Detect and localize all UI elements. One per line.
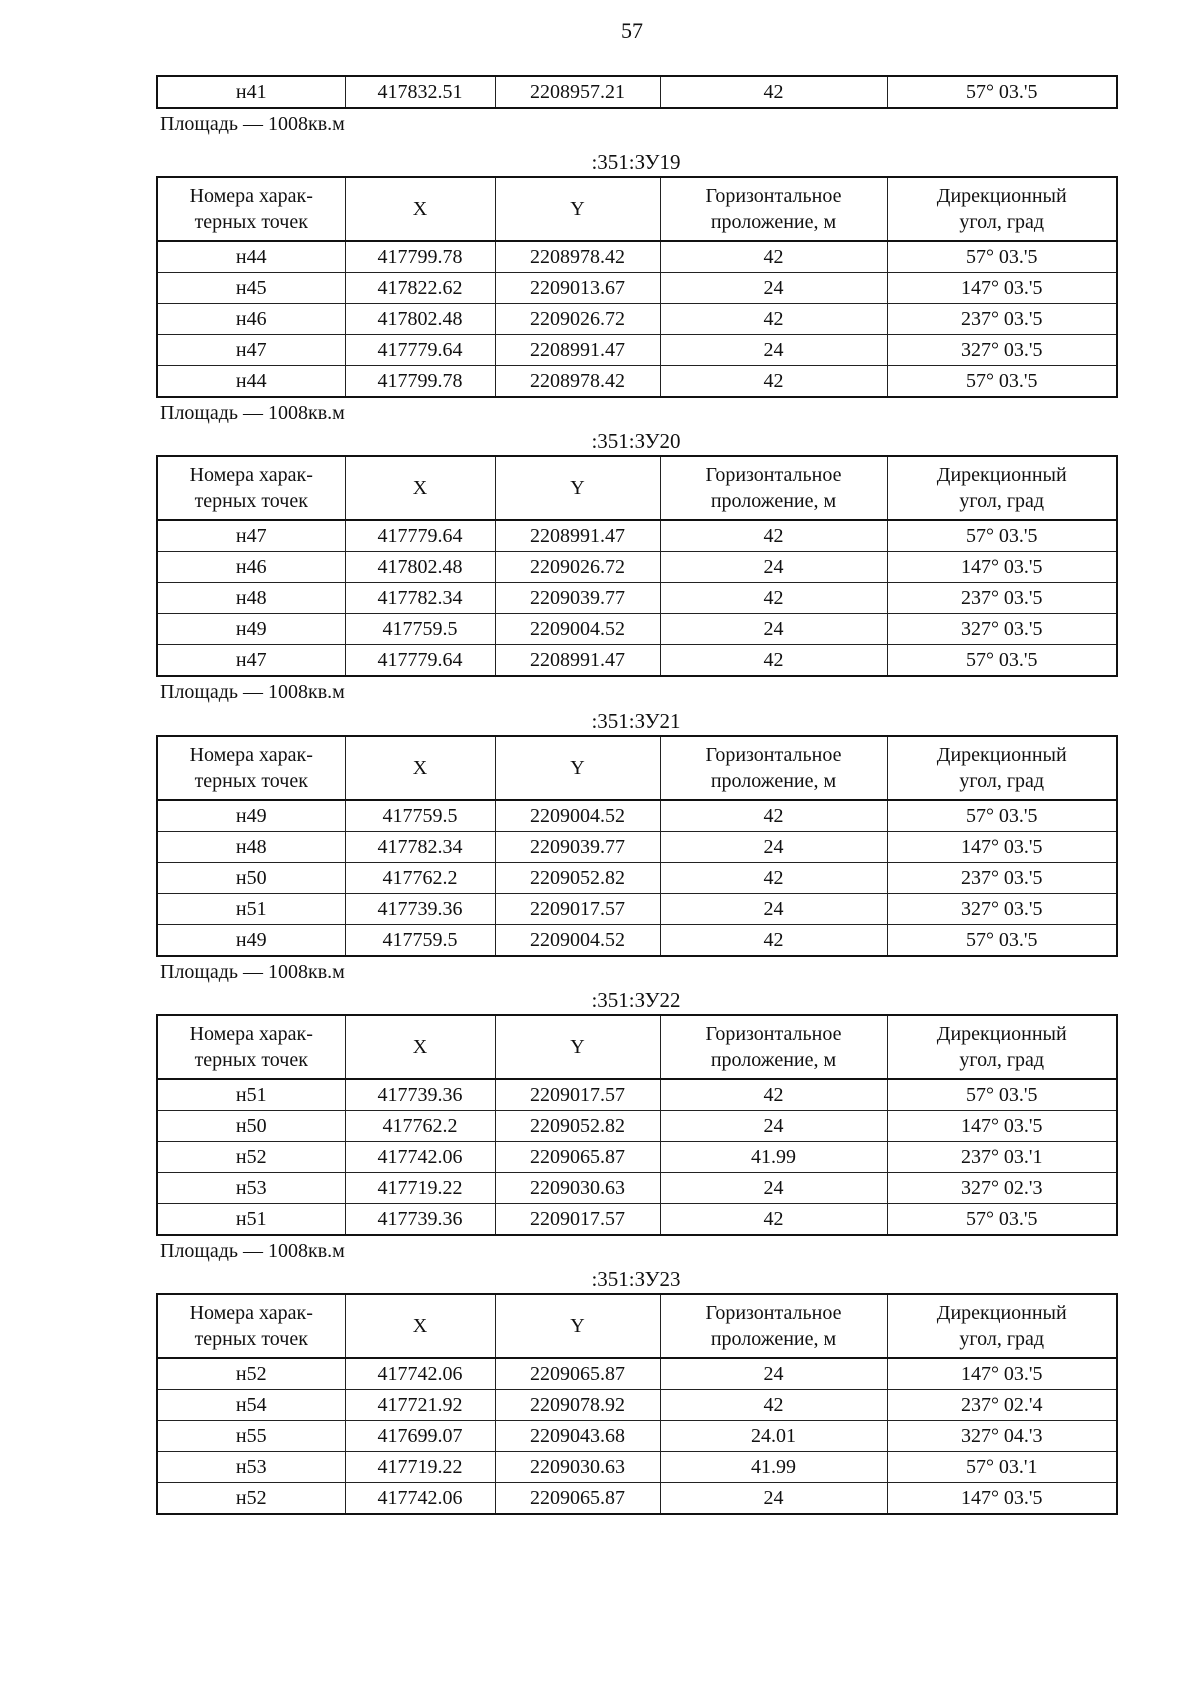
header-distance-line: проложение, м xyxy=(710,211,837,233)
header-distance-line: проложение, м xyxy=(710,1328,837,1350)
area-text: Площадь — 1008кв.м xyxy=(160,402,345,424)
header-y xyxy=(495,736,660,800)
table-row xyxy=(157,614,1117,645)
header-x xyxy=(345,736,495,800)
table-row xyxy=(157,366,1117,398)
point-cell: н47 xyxy=(157,520,345,552)
header-angle-line: Дирекционный xyxy=(936,185,1067,207)
header-points-line: Номера харак- xyxy=(189,185,313,207)
header-points-line: терных точек xyxy=(194,1328,308,1350)
distance-cell: 42 xyxy=(660,863,887,894)
distance-cell: 24 xyxy=(660,1483,887,1515)
header-y-line: Y xyxy=(570,477,585,499)
y-cell: 2209043.68 xyxy=(495,1421,660,1452)
header-distance-line: проложение, м xyxy=(710,770,837,792)
table-row xyxy=(157,1421,1117,1452)
angle-cell: 147° 03.'5 xyxy=(887,1483,1117,1515)
table-row xyxy=(157,552,1117,583)
header-y xyxy=(495,1294,660,1358)
header-distance-line: Горизонтальное xyxy=(705,1023,842,1045)
header-angle xyxy=(887,456,1117,520)
distance-cell: 24.01 xyxy=(660,1421,887,1452)
coordinates-table xyxy=(156,176,1118,398)
section-3 xyxy=(156,707,1116,984)
point-cell: н52 xyxy=(157,1142,345,1173)
header-x xyxy=(345,1015,495,1079)
y-cell: 2209030.63 xyxy=(495,1173,660,1204)
x-cell: 417762.2 xyxy=(345,863,495,894)
angle-cell: 327° 03.'5 xyxy=(887,335,1117,366)
table-row xyxy=(157,335,1117,366)
x-cell: 417799.78 xyxy=(345,241,495,273)
header-x-line: X xyxy=(412,1036,428,1058)
header-distance-line: Горизонтальное xyxy=(705,185,842,207)
section-title: :351:ЗУ20 xyxy=(591,429,681,453)
header-x-line: X xyxy=(412,1315,428,1337)
x-cell: 417721.92 xyxy=(345,1390,495,1421)
x-cell: 417742.06 xyxy=(345,1483,495,1515)
y-cell: 2209017.57 xyxy=(495,894,660,925)
angle-cell: 57° 03.'5 xyxy=(887,645,1117,677)
y-cell: 2209030.63 xyxy=(495,1452,660,1483)
point-cell: н44 xyxy=(157,241,345,273)
header-angle-line: угол, град xyxy=(959,770,1045,792)
table-row xyxy=(157,1390,1117,1421)
x-cell: 417779.64 xyxy=(345,645,495,677)
section-title: :351:ЗУ21 xyxy=(591,709,681,733)
section-title: :351:ЗУ22 xyxy=(591,988,681,1012)
point-cell: н52 xyxy=(157,1483,345,1515)
table-row xyxy=(157,76,1117,108)
header-distance xyxy=(660,456,887,520)
x-cell: 417699.07 xyxy=(345,1421,495,1452)
header-distance-line: Горизонтальное xyxy=(705,1302,842,1324)
header-angle xyxy=(887,736,1117,800)
header-y-line: Y xyxy=(570,757,585,779)
distance-cell: 42 xyxy=(660,304,887,335)
point-cell: н55 xyxy=(157,1421,345,1452)
header-distance-line: проложение, м xyxy=(710,490,837,512)
point-cell: н47 xyxy=(157,335,345,366)
y-cell: 2209065.87 xyxy=(495,1142,660,1173)
angle-cell: 57° 03.'5 xyxy=(887,1079,1117,1111)
header-points xyxy=(157,177,345,241)
coordinates-table xyxy=(156,455,1118,677)
table-row xyxy=(157,832,1117,863)
header-points xyxy=(157,736,345,800)
distance-cell: 24 xyxy=(660,1173,887,1204)
point-cell: н48 xyxy=(157,583,345,614)
area-text: Площадь — 1008кв.м xyxy=(160,113,345,135)
table-row xyxy=(157,1079,1117,1111)
y-cell: 2209026.72 xyxy=(495,304,660,335)
header-angle xyxy=(887,177,1117,241)
point-cell: н53 xyxy=(157,1452,345,1483)
header-angle-line: Дирекционный xyxy=(936,1302,1067,1324)
x-cell: 417759.5 xyxy=(345,925,495,957)
x-cell: 417719.22 xyxy=(345,1452,495,1483)
header-x-line: X xyxy=(412,198,428,220)
angle-cell: 237° 02.'4 xyxy=(887,1390,1117,1421)
x-cell: 417799.78 xyxy=(345,366,495,398)
header-angle-line: Дирекционный xyxy=(936,744,1067,766)
distance-cell: 42 xyxy=(660,1204,887,1236)
y-cell: 2208978.42 xyxy=(495,366,660,398)
header-points-line: терных точек xyxy=(194,490,308,512)
coordinates-table xyxy=(156,1293,1118,1515)
header-angle-line: угол, град xyxy=(959,1049,1045,1071)
angle-cell: 147° 03.'5 xyxy=(887,1358,1117,1390)
x-cell: 417719.22 xyxy=(345,1173,495,1204)
y-cell: 2209052.82 xyxy=(495,1111,660,1142)
angle-cell: 327° 03.'5 xyxy=(887,614,1117,645)
point-cell: н45 xyxy=(157,273,345,304)
y-cell: 2209004.52 xyxy=(495,614,660,645)
y-cell: 2208991.47 xyxy=(495,520,660,552)
table-row xyxy=(157,1204,1117,1236)
table-row xyxy=(157,583,1117,614)
section-title: :351:ЗУ23 xyxy=(591,1267,681,1291)
point-cell: н49 xyxy=(157,614,345,645)
angle-cell: 57° 03.'5 xyxy=(887,76,1117,108)
angle-cell: 237° 03.'5 xyxy=(887,304,1117,335)
table-row xyxy=(157,241,1117,273)
y-cell: 2209078.92 xyxy=(495,1390,660,1421)
header-y-line: Y xyxy=(570,198,585,220)
header-points-line: терных точек xyxy=(194,211,308,233)
angle-cell: 327° 03.'5 xyxy=(887,894,1117,925)
angle-cell: 57° 03.'1 xyxy=(887,1452,1117,1483)
angle-cell: 147° 03.'5 xyxy=(887,552,1117,583)
y-cell: 2209017.57 xyxy=(495,1079,660,1111)
table-row xyxy=(157,1173,1117,1204)
y-cell: 2209039.77 xyxy=(495,832,660,863)
continuation-table xyxy=(156,75,1118,109)
y-cell: 2209004.52 xyxy=(495,800,660,832)
angle-cell: 57° 03.'5 xyxy=(887,241,1117,273)
angle-cell: 237° 03.'5 xyxy=(887,863,1117,894)
header-distance-line: проложение, м xyxy=(710,1049,837,1071)
distance-cell: 42 xyxy=(660,800,887,832)
point-cell: н46 xyxy=(157,304,345,335)
point-cell: н51 xyxy=(157,1079,345,1111)
area-text: Площадь — 1008кв.м xyxy=(160,1240,345,1262)
distance-cell: 42 xyxy=(660,645,887,677)
x-cell: 417759.5 xyxy=(345,614,495,645)
page-number: 57 xyxy=(621,18,643,43)
y-cell: 2209052.82 xyxy=(495,863,660,894)
table-row xyxy=(157,273,1117,304)
header-row xyxy=(157,736,1117,800)
x-cell: 417782.34 xyxy=(345,583,495,614)
y-cell: 2209017.57 xyxy=(495,1204,660,1236)
header-x-line: X xyxy=(412,477,428,499)
point-cell: н51 xyxy=(157,1204,345,1236)
section-title: :351:ЗУ19 xyxy=(591,150,681,174)
angle-cell: 327° 04.'3 xyxy=(887,1421,1117,1452)
y-cell: 2208991.47 xyxy=(495,335,660,366)
table-row xyxy=(157,800,1117,832)
point-cell: н49 xyxy=(157,800,345,832)
header-angle-line: угол, град xyxy=(959,490,1045,512)
distance-cell: 41.99 xyxy=(660,1142,887,1173)
distance-cell: 42 xyxy=(660,583,887,614)
distance-cell: 42 xyxy=(660,1390,887,1421)
header-angle-line: угол, град xyxy=(959,211,1045,233)
header-points-line: Номера харак- xyxy=(189,1023,313,1045)
angle-cell: 57° 03.'5 xyxy=(887,1204,1117,1236)
distance-cell: 24 xyxy=(660,1111,887,1142)
table-row xyxy=(157,520,1117,552)
area-text: Площадь — 1008кв.м xyxy=(160,961,345,983)
distance-cell: 42 xyxy=(660,76,887,108)
header-points xyxy=(157,456,345,520)
y-cell: 2208991.47 xyxy=(495,645,660,677)
angle-cell: 57° 03.'5 xyxy=(887,520,1117,552)
header-points-line: Номера харак- xyxy=(189,1302,313,1324)
x-cell: 417739.36 xyxy=(345,894,495,925)
distance-cell: 42 xyxy=(660,366,887,398)
table-row xyxy=(157,645,1117,677)
point-cell: н53 xyxy=(157,1173,345,1204)
section-1 xyxy=(156,148,1116,425)
header-distance xyxy=(660,1294,887,1358)
y-cell: 2209026.72 xyxy=(495,552,660,583)
x-cell: 417822.62 xyxy=(345,273,495,304)
y-cell: 2208957.21 xyxy=(495,76,660,108)
coordinates-table xyxy=(156,1014,1118,1236)
point-cell: н50 xyxy=(157,863,345,894)
y-cell: 2209065.87 xyxy=(495,1358,660,1390)
area-text: Площадь — 1008кв.м xyxy=(160,681,345,703)
table-row xyxy=(157,1483,1117,1515)
header-y-line: Y xyxy=(570,1315,585,1337)
x-cell: 417742.06 xyxy=(345,1142,495,1173)
table-row xyxy=(157,894,1117,925)
angle-cell: 57° 03.'5 xyxy=(887,925,1117,957)
point-cell: н51 xyxy=(157,894,345,925)
header-distance xyxy=(660,736,887,800)
header-points-line: терных точек xyxy=(194,770,308,792)
distance-cell: 42 xyxy=(660,925,887,957)
header-row xyxy=(157,1294,1117,1358)
point-cell: н49 xyxy=(157,925,345,957)
header-distance-line: Горизонтальное xyxy=(705,744,842,766)
coordinates-table xyxy=(156,735,1118,957)
header-distance-line: Горизонтальное xyxy=(705,464,842,486)
distance-cell: 41.99 xyxy=(660,1452,887,1483)
distance-cell: 42 xyxy=(660,241,887,273)
x-cell: 417802.48 xyxy=(345,304,495,335)
header-x xyxy=(345,456,495,520)
header-x-line: X xyxy=(412,757,428,779)
header-y xyxy=(495,456,660,520)
table-row xyxy=(157,1111,1117,1142)
distance-cell: 42 xyxy=(660,1079,887,1111)
point-cell: н50 xyxy=(157,1111,345,1142)
section-4 xyxy=(156,986,1116,1263)
angle-cell: 57° 03.'5 xyxy=(887,366,1117,398)
table-row xyxy=(157,304,1117,335)
header-row xyxy=(157,456,1117,520)
header-x xyxy=(345,177,495,241)
distance-cell: 24 xyxy=(660,614,887,645)
x-cell: 417779.64 xyxy=(345,520,495,552)
distance-cell: 42 xyxy=(660,520,887,552)
point-cell: н52 xyxy=(157,1358,345,1390)
x-cell: 417759.5 xyxy=(345,800,495,832)
point-cell: н48 xyxy=(157,832,345,863)
angle-cell: 327° 02.'3 xyxy=(887,1173,1117,1204)
distance-cell: 24 xyxy=(660,552,887,583)
header-distance xyxy=(660,177,887,241)
point-cell: н44 xyxy=(157,366,345,398)
header-points-line: Номера харак- xyxy=(189,744,313,766)
header-y-line: Y xyxy=(570,1036,585,1058)
angle-cell: 237° 03.'5 xyxy=(887,583,1117,614)
x-cell: 417739.36 xyxy=(345,1079,495,1111)
x-cell: 417832.51 xyxy=(345,76,495,108)
point-cell: н47 xyxy=(157,645,345,677)
header-points-line: терных точек xyxy=(194,1049,308,1071)
section-5 xyxy=(156,1265,1116,1515)
header-points xyxy=(157,1294,345,1358)
header-angle xyxy=(887,1294,1117,1358)
header-distance xyxy=(660,1015,887,1079)
distance-cell: 24 xyxy=(660,335,887,366)
continuation-table-wrapper xyxy=(156,75,1118,109)
x-cell: 417802.48 xyxy=(345,552,495,583)
angle-cell: 57° 03.'5 xyxy=(887,800,1117,832)
y-cell: 2208978.42 xyxy=(495,241,660,273)
y-cell: 2209039.77 xyxy=(495,583,660,614)
x-cell: 417762.2 xyxy=(345,1111,495,1142)
y-cell: 2209013.67 xyxy=(495,273,660,304)
header-y xyxy=(495,177,660,241)
angle-cell: 237° 03.'1 xyxy=(887,1142,1117,1173)
header-angle-line: угол, град xyxy=(959,1328,1045,1350)
y-cell: 2209004.52 xyxy=(495,925,660,957)
header-row xyxy=(157,177,1117,241)
angle-cell: 147° 03.'5 xyxy=(887,1111,1117,1142)
angle-cell: 147° 03.'5 xyxy=(887,273,1117,304)
table-row xyxy=(157,925,1117,957)
header-y xyxy=(495,1015,660,1079)
angle-cell: 147° 03.'5 xyxy=(887,832,1117,863)
x-cell: 417782.34 xyxy=(345,832,495,863)
point-cell: н54 xyxy=(157,1390,345,1421)
header-angle-line: Дирекционный xyxy=(936,1023,1067,1045)
header-row xyxy=(157,1015,1117,1079)
table-row xyxy=(157,863,1117,894)
point-cell: н41 xyxy=(157,76,345,108)
table-row xyxy=(157,1142,1117,1173)
distance-cell: 24 xyxy=(660,832,887,863)
table-row xyxy=(157,1358,1117,1390)
x-cell: 417779.64 xyxy=(345,335,495,366)
point-cell: н46 xyxy=(157,552,345,583)
distance-cell: 24 xyxy=(660,894,887,925)
header-points-line: Номера харак- xyxy=(189,464,313,486)
x-cell: 417739.36 xyxy=(345,1204,495,1236)
section-2 xyxy=(156,427,1116,704)
header-angle xyxy=(887,1015,1117,1079)
header-x xyxy=(345,1294,495,1358)
distance-cell: 24 xyxy=(660,1358,887,1390)
header-points xyxy=(157,1015,345,1079)
x-cell: 417742.06 xyxy=(345,1358,495,1390)
table-row xyxy=(157,1452,1117,1483)
y-cell: 2209065.87 xyxy=(495,1483,660,1515)
header-angle-line: Дирекционный xyxy=(936,464,1067,486)
distance-cell: 24 xyxy=(660,273,887,304)
